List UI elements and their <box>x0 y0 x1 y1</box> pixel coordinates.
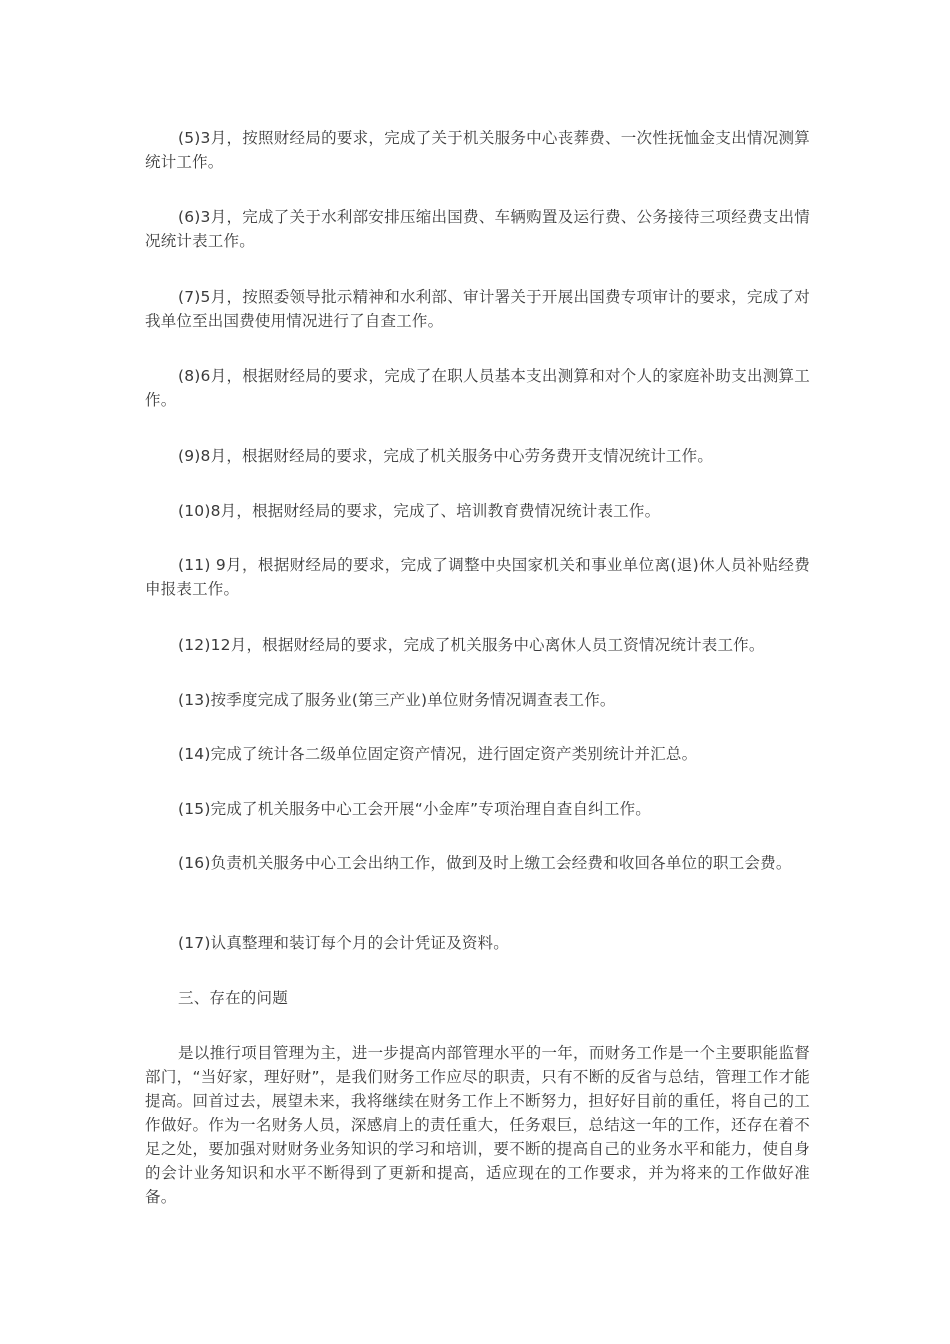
paragraph-item-5: (5)3月，按照财经局的要求，完成了关于机关服务中心丧葬费、一次性抚恤金支出情况测算统计工作。 <box>145 129 810 171</box>
paragraph-item-12: (12)12月，根据财经局的要求，完成了机关服务中心离休人员工资情况统计表工作。 <box>178 636 765 654</box>
paragraph-item-16: (16)负责机关服务中心工会出纳工作，做到及时上缴工会经费和收回各单位的职工会费。 <box>178 854 792 872</box>
paragraph-item-8: (8)6月，根据财经局的要求，完成了在职人员基本支出测算和对个人的家庭补助支出测算工作。 <box>145 367 810 409</box>
paragraph-item-11: (11) 9月，根据财经局的要求，完成了调整中央国家机关和事业单位离(退)休人员补贴经费申报表工作。 <box>145 556 810 598</box>
paragraph-item-17: (17)认真整理和装订每个月的会计凭证及资料。 <box>178 934 509 952</box>
section-heading-problems: 三、存在的问题 <box>178 989 288 1007</box>
paragraph-item-6: (6)3月，完成了关于水利部安排压缩出国费、车辆购置及运行费、公务接待三项经费支出情况统计表工作。 <box>145 208 810 250</box>
paragraph-item-13: (13)按季度完成了服务业(第三产业)单位财务情况调查表工作。 <box>178 691 616 709</box>
paragraph-item-14: (14)完成了统计各二级单位固定资产情况，进行固定资产类别统计并汇总。 <box>178 745 698 763</box>
paragraph-summary: 是以推行项目管理为主，进一步提高内部管理水平的一年，而财务工作是一个主要职能监督部门，“当好家，理好财”，是我们财务工作应尽的职责，只有不断的反省与总结，管理工作才能提高。回首过去，展望未来，我将继续在财务工作上不断努力，担好好目前的重任，将自己的工作做好。作为一名财务人员，深感肩上的责任重大，任务艰巨，总结这一年的工作，还存在着不足之处，要加强对财财务业务知识的学习和培训，要不断的提高自己的业务水平和能力，使自身的会计业务知识和水平不断得到了更新和提高，适应现在的工作要求，并为将来的工作做好准备。 <box>145 1044 810 1206</box>
paragraph-item-7: (7)5月，按照委领导批示精神和水利部、审计署关于开展出国费专项审计的要求，完成了对我单位至出国费使用情况进行了自查工作。 <box>145 288 810 330</box>
paragraph-item-9: (9)8月，根据财经局的要求，完成了机关服务中心劳务费开支情况统计工作。 <box>178 447 714 465</box>
paragraph-item-10: (10)8月，根据财经局的要求，完成了、培训教育费情况统计表工作。 <box>178 502 661 520</box>
paragraph-item-15: (15)完成了机关服务中心工会开展“小金库”专项治理自查自纠工作。 <box>178 800 651 818</box>
